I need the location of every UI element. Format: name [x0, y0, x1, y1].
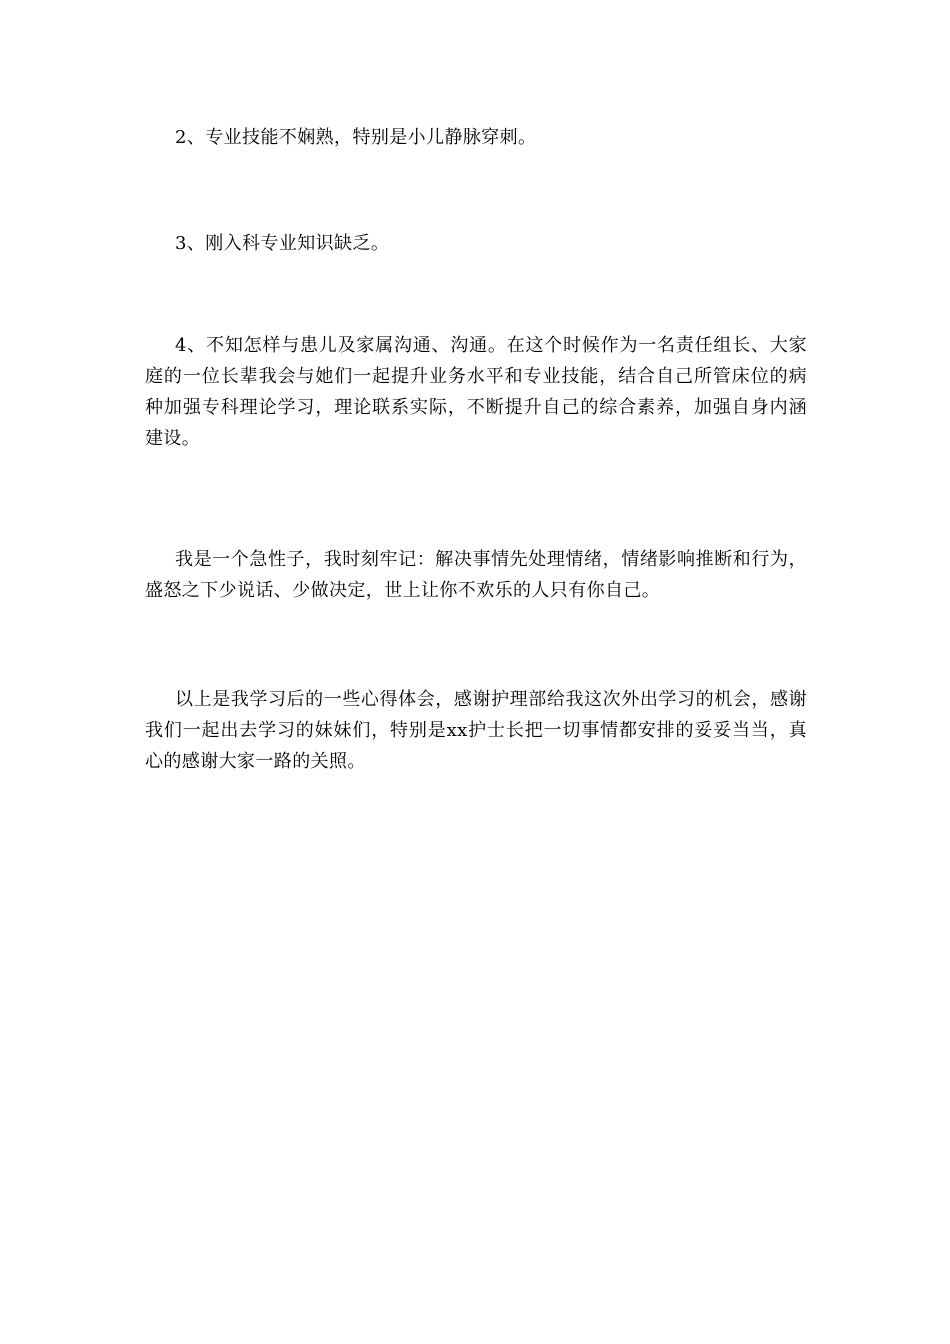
paragraph-conclusion: 以上是我学习后的一些心得体会，感谢护理部给我这次外出学习的机会，感谢我们一起出去学习的妹妹们，特别是xx护士长把一切事情都安排的妥妥当当，真心的感谢大家一路的关照。 — [145, 689, 807, 772]
paragraph-point-3: 3、刚入科专业知识缺乏。 — [175, 233, 390, 254]
paragraph-point-4: 4、不知怎样与患儿及家属沟通、沟通。在这个时候作为一名责任组长、大家庭的一位长辈我会与她们一起提升业务水平和专业技能，结合自己所管床位的病种加强专科理论学习，理论联系实际，不断提升自己的综合素养，加强自身内涵建设。 — [145, 335, 807, 449]
paragraph-point-2: 2、专业技能不娴熟，特别是小儿静脉穿刺。 — [175, 127, 537, 148]
paragraph-temper: 我是一个急性子，我时刻牢记：解决事情先处理情绪，情绪影响推断和行为，盛怒之下少说话、少做决定，世上让你不欢乐的人只有你自己。 — [145, 549, 807, 601]
